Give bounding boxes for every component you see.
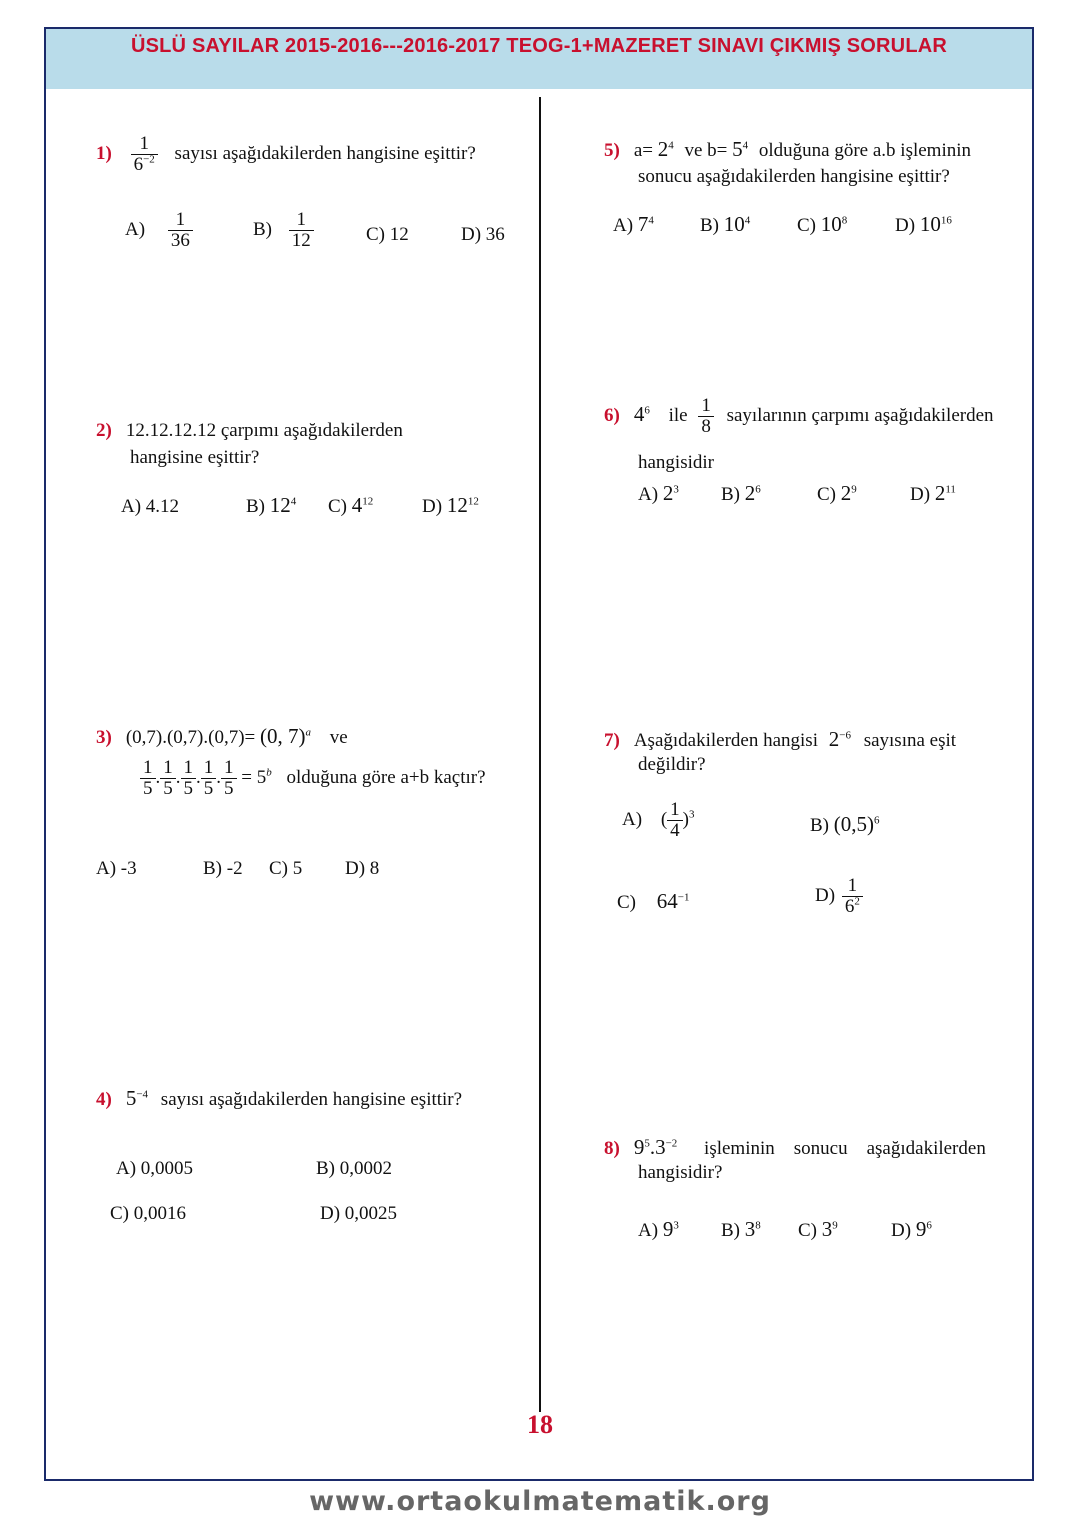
exponent: −2 [665, 1137, 678, 1150]
q6-option-a[interactable] [638, 481, 679, 506]
exponent: 5 [644, 1137, 650, 1150]
fraction [201, 758, 217, 799]
exponent: 8 [841, 214, 848, 227]
base: 10 [919, 212, 941, 236]
question-text: olduğuna göre a+b kaçtır? [286, 766, 486, 788]
header-bar [46, 29, 1032, 89]
base: 7 [637, 212, 649, 236]
base: 9 [662, 1217, 674, 1241]
exponent: 3 [673, 483, 679, 496]
base: 2 [828, 727, 840, 751]
question-text: işleminin sonucu aşağıdakilerden [704, 1138, 986, 1159]
base: 12 [269, 493, 291, 517]
website-url[interactable]: www.ortaokulmatematik.org [309, 1486, 771, 1517]
question-8 [604, 1135, 1016, 1160]
exponent: 9 [832, 1219, 838, 1232]
question-text-line2: hangisine eşittir? [130, 447, 260, 468]
question-text: (0,7).(0,7).(0,7)= [125, 727, 256, 748]
base: 5 [125, 1086, 137, 1110]
text: ve b= [684, 140, 728, 161]
den-exp: 2 [854, 895, 860, 908]
question-text-line2: hangisidir [638, 452, 714, 473]
numerator: 1 [181, 758, 197, 779]
denominator: 5 [183, 777, 193, 799]
base: 4 [351, 493, 363, 517]
question-text: 12.12.12.12 çarpımı aşağıdakilerden [125, 420, 403, 441]
option-label: B) [810, 815, 829, 836]
q1-option-b[interactable] [253, 210, 314, 251]
fraction [131, 134, 158, 175]
denominator: 5 [203, 777, 214, 799]
q4-option-b[interactable]: B) 0,0002 [316, 1158, 392, 1179]
conjunction: ve [329, 727, 348, 748]
base: 9 [915, 1217, 927, 1241]
option-label: A) [638, 1220, 659, 1241]
den-exp: −2 [143, 153, 155, 166]
q7-option-a[interactable] [622, 800, 694, 841]
option-label: D) [891, 1220, 912, 1241]
fraction [842, 876, 863, 917]
base: 10 [820, 212, 842, 236]
fraction [289, 210, 314, 251]
question-6 [604, 396, 994, 437]
base: 3 [821, 1217, 833, 1241]
question-text: sayısına eşit [863, 730, 957, 751]
exponent-b: b [266, 766, 272, 779]
option-label: D) [815, 884, 836, 906]
q4-option-c[interactable]: C) 0,0016 [110, 1203, 186, 1224]
q5-option-d[interactable] [895, 212, 952, 237]
base: 64 [656, 889, 678, 913]
den-base: 6 [844, 895, 855, 917]
question-text-line2: değildir? [638, 754, 706, 775]
exponent: 3 [673, 1219, 679, 1232]
numerator: 1 [140, 758, 156, 779]
exponent-a: a [305, 726, 312, 739]
q3-option-b[interactable]: B) -2 [203, 858, 243, 879]
q6-option-b[interactable] [721, 481, 761, 506]
exponent: 4 [742, 139, 749, 152]
exponent: 12 [362, 495, 374, 508]
question-text-line2: sonucu aşağıdakilerden hangisine eşittir? [638, 166, 950, 187]
q3-option-a[interactable]: A) -3 [96, 858, 137, 879]
option-label: B) [721, 1220, 740, 1241]
exponent: −6 [839, 729, 851, 742]
denominator: 4 [670, 819, 680, 841]
question-7 [604, 727, 956, 752]
question-5 [604, 137, 971, 162]
fraction [181, 758, 197, 799]
q4-option-d[interactable]: D) 0,0025 [320, 1203, 398, 1224]
fraction-product: $\frac{1}{5}$ . $\frac{1}{5}$ . $\frac{1}{5}$ . $\frac{1}{5}$ . $\frac{1}{5}$ = $5^b$ olduğuna göre a+b kaçtır? [140, 758, 486, 799]
exponent: −1 [677, 891, 690, 904]
exponent: 4 [668, 139, 674, 152]
q2-option-d[interactable] [422, 493, 479, 518]
base: 5 [732, 137, 743, 161]
option-label: B) [253, 218, 272, 240]
option-label: C) [328, 496, 347, 517]
base: 2 [662, 481, 674, 505]
exponent: 6 [874, 814, 880, 827]
q2-option-b[interactable] [246, 493, 296, 518]
numerator: 1 [131, 134, 158, 155]
q4-option-a[interactable]: A) 0,0005 [116, 1158, 194, 1179]
denominator [131, 155, 158, 175]
fraction [140, 758, 156, 799]
option-label: C) [797, 215, 816, 236]
option-label: C) [798, 1220, 817, 1241]
denominator: 12 [291, 229, 311, 251]
q8-option-c[interactable] [798, 1217, 838, 1242]
exponent: 6 [755, 483, 761, 496]
text: ile [668, 404, 688, 426]
q7-option-b[interactable] [810, 812, 880, 837]
question-number: 1) [96, 142, 112, 164]
exponent: 11 [945, 483, 956, 496]
exponent: 6 [926, 1219, 932, 1232]
text: a= [633, 140, 653, 161]
q1-option-d[interactable]: D) 36 [461, 224, 505, 245]
numerator: 1 [698, 396, 714, 417]
numerator: 1 [168, 210, 193, 231]
base: 2 [840, 481, 852, 505]
exponent: 8 [755, 1219, 761, 1232]
question-text: sayısı aşağıdakilerden hangisine eşittir? [160, 1089, 463, 1110]
q6-option-d[interactable] [910, 481, 956, 506]
option-label: A) [638, 484, 659, 505]
numerator: 1 [289, 210, 314, 231]
denominator [842, 897, 863, 917]
base: 3 [744, 1217, 756, 1241]
exponent: 4 [648, 214, 654, 227]
equals-five: = 5 [241, 766, 267, 788]
open-paren: ( [660, 808, 668, 830]
option-label: D) [422, 496, 443, 517]
q1-option-c[interactable]: C) 12 [366, 224, 409, 245]
question-text-line2: hangisidir? [638, 1162, 723, 1183]
option-label: C) [617, 892, 636, 913]
q5-option-c[interactable] [797, 212, 847, 237]
base: (0,5) [833, 812, 874, 836]
base: 10 [723, 212, 745, 236]
question-text: olduğuna göre a.b işleminin [758, 140, 972, 161]
question-number: 2) [96, 420, 112, 441]
q8-option-d[interactable] [891, 1217, 932, 1242]
exponent: 16 [940, 214, 952, 227]
question-number: 7) [604, 730, 620, 751]
q3-option-d[interactable]: D) 8 [345, 858, 380, 879]
question-text: Aşağıdakilerden hangisi [633, 730, 818, 751]
q5-option-b[interactable] [700, 212, 750, 237]
question-text: sayısı aşağıdakilerden hangisine eşittir? [174, 142, 476, 164]
option-label: B) [246, 496, 265, 517]
exponent: 4 [290, 495, 297, 508]
denominator: 8 [701, 415, 711, 437]
base: .3 [649, 1135, 666, 1159]
q8-option-a[interactable] [638, 1217, 679, 1242]
base: 2 [744, 481, 756, 505]
exponent: 4 [744, 214, 751, 227]
option-label: B) [721, 484, 740, 505]
q1-option-a[interactable] [125, 210, 193, 251]
numerator: 1 [221, 758, 237, 779]
exponent: −4 [136, 1088, 149, 1101]
q8-option-b[interactable] [721, 1217, 761, 1242]
fraction [160, 758, 176, 799]
option-label: A) [622, 808, 643, 830]
base: 2 [657, 137, 669, 161]
power-base: (0, 7) [260, 724, 306, 748]
option-label: D) [895, 215, 916, 236]
question-number: 6) [604, 404, 620, 426]
den-base: 6 [133, 153, 144, 175]
numerator: 1 [667, 800, 683, 821]
q5-option-a[interactable] [613, 212, 654, 237]
fraction [221, 758, 237, 799]
q2-option-c[interactable] [328, 493, 373, 518]
exponent: 9 [851, 483, 857, 496]
exponent: 3 [688, 808, 695, 821]
option-label: C) [817, 484, 836, 505]
q6-option-c[interactable] [817, 481, 857, 506]
page-title: ÜSLÜ SAYILAR 2015-2016---2016-2017 TEOG-1+MAZERET SINAVI ÇIKMIŞ SORULAR [130, 35, 948, 57]
question-text: sayılarının çarpımı aşağıdakilerden [726, 404, 994, 426]
fraction [168, 210, 193, 251]
option-label: B) [700, 215, 719, 236]
exponent: 12 [467, 495, 479, 508]
question-2 [96, 420, 403, 442]
close-paren: ) [682, 808, 689, 830]
question-number: 4) [96, 1089, 112, 1110]
denominator: 36 [170, 229, 190, 251]
question-number: 3) [96, 727, 112, 748]
numerator: 1 [160, 758, 176, 779]
numerator: 1 [842, 876, 863, 897]
base: 4 [633, 401, 645, 426]
q2-option-a[interactable]: A) 4.12 [121, 496, 180, 517]
denominator: 5 [143, 777, 153, 799]
option-label: A) [613, 215, 634, 236]
question-3 [96, 724, 348, 749]
denominator: 5 [163, 777, 173, 799]
exponent: 6 [644, 404, 650, 417]
q7-option-c[interactable] [617, 889, 689, 914]
fraction [698, 396, 714, 437]
question-number: 5) [604, 140, 620, 161]
page-number: 18 [527, 1410, 553, 1439]
q7-option-d[interactable] [815, 876, 863, 917]
question-4 [96, 1086, 462, 1111]
option-label: A) [125, 218, 146, 240]
base: 2 [934, 481, 946, 505]
column-divider [539, 97, 541, 1412]
numerator: 1 [201, 758, 217, 779]
question-number: 8) [604, 1138, 620, 1159]
denominator: 5 [224, 777, 234, 799]
base: 12 [446, 493, 468, 517]
option-label: D) [910, 484, 931, 505]
base: 9 [633, 1135, 645, 1159]
q3-option-c[interactable]: C) 5 [269, 858, 303, 879]
fraction [667, 800, 683, 841]
question-1 [96, 134, 476, 175]
